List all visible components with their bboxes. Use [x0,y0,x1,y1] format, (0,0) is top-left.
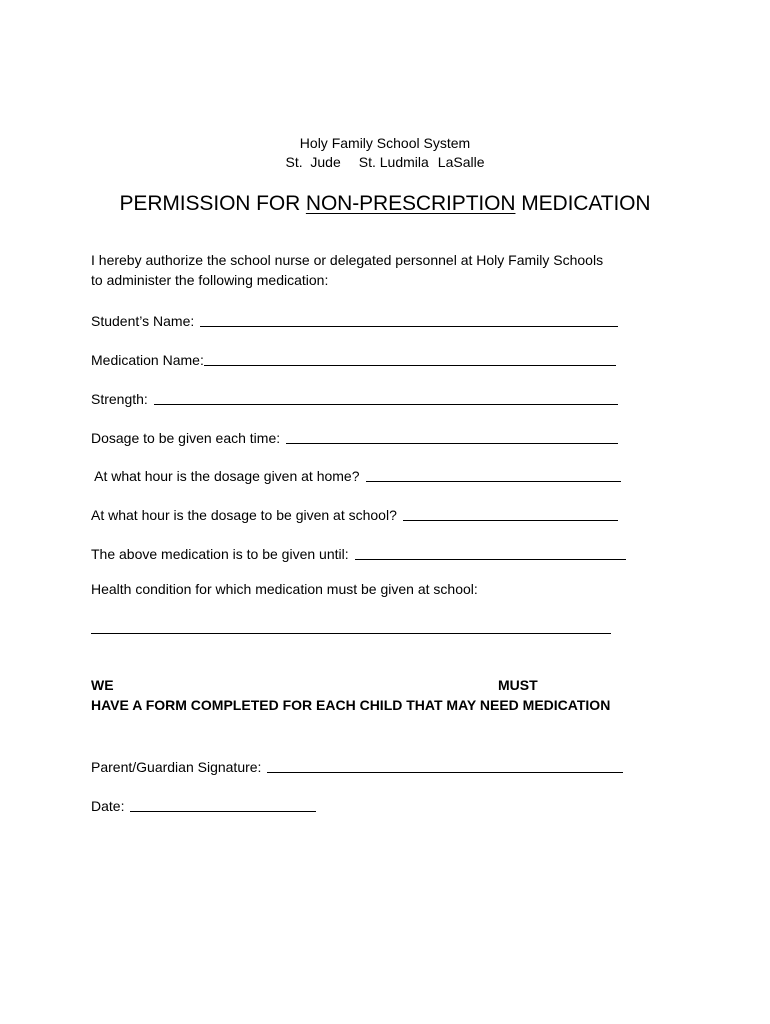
hour-home-field[interactable] [91,465,621,483]
notice-we: WE [91,677,114,693]
date-label: Date: [91,798,125,814]
student-name-field[interactable] [91,310,618,328]
date-field[interactable] [91,795,316,813]
intro-line-1: I hereby authorize the school nurse or delegated personnel at Holy Family Schools [91,252,604,268]
parent-signature-blank[interactable] [267,758,623,773]
intro-line-2: to administer the following medication: [91,272,329,288]
date-blank[interactable] [130,797,316,812]
strength-label: Strength: [91,391,148,407]
dosage-blank[interactable] [286,429,618,444]
hour-home-label: At what hour is the dosage given at home? [91,468,360,484]
medication-name-field[interactable] [91,349,616,367]
until-blank[interactable] [355,545,626,560]
dosage-label: Dosage to be given each time: [91,430,281,446]
health-condition-label: Health condition for which medication must be given at school: [91,581,478,597]
student-name-label: Student’s Name: [91,313,195,329]
campus-st-ludmila: St. Ludmila [358,154,429,170]
hour-school-blank[interactable] [403,506,618,521]
campus-list [0,155,770,169]
notice-must: MUST [498,677,538,693]
hour-school-label: At what hour is the dosage to be given at school? [91,507,397,523]
title-part-3: MEDICATION [515,192,651,215]
campus-lasalle: LaSalle [437,154,485,170]
dosage-field[interactable] [91,427,618,445]
parent-signature-field[interactable] [91,756,623,774]
school-system-name: Holy Family School System [299,135,471,151]
form-title [0,193,770,214]
until-label: The above medication is to be given until: [91,546,349,562]
strength-blank[interactable] [154,390,618,405]
parent-signature-label: Parent/Guardian Signature: [91,759,262,775]
until-field[interactable] [91,543,626,561]
hour-school-field[interactable] [91,504,618,522]
notice-line-2: HAVE A FORM COMPLETED FOR EACH CHILD THAT MAY NEED MEDICATION [91,697,611,713]
title-part-1: PERMISSION FOR [119,192,306,215]
student-name-blank[interactable] [200,312,618,327]
health-condition-blank[interactable] [91,633,611,634]
medication-name-label: Medication Name: [91,352,204,368]
title-underlined-part: NON-PRESCRIPTION [305,192,516,215]
hour-home-blank[interactable] [366,467,621,482]
medication-name-blank[interactable] [204,351,616,366]
strength-field[interactable] [91,388,618,406]
campus-st-jude: St. Jude [285,154,341,170]
